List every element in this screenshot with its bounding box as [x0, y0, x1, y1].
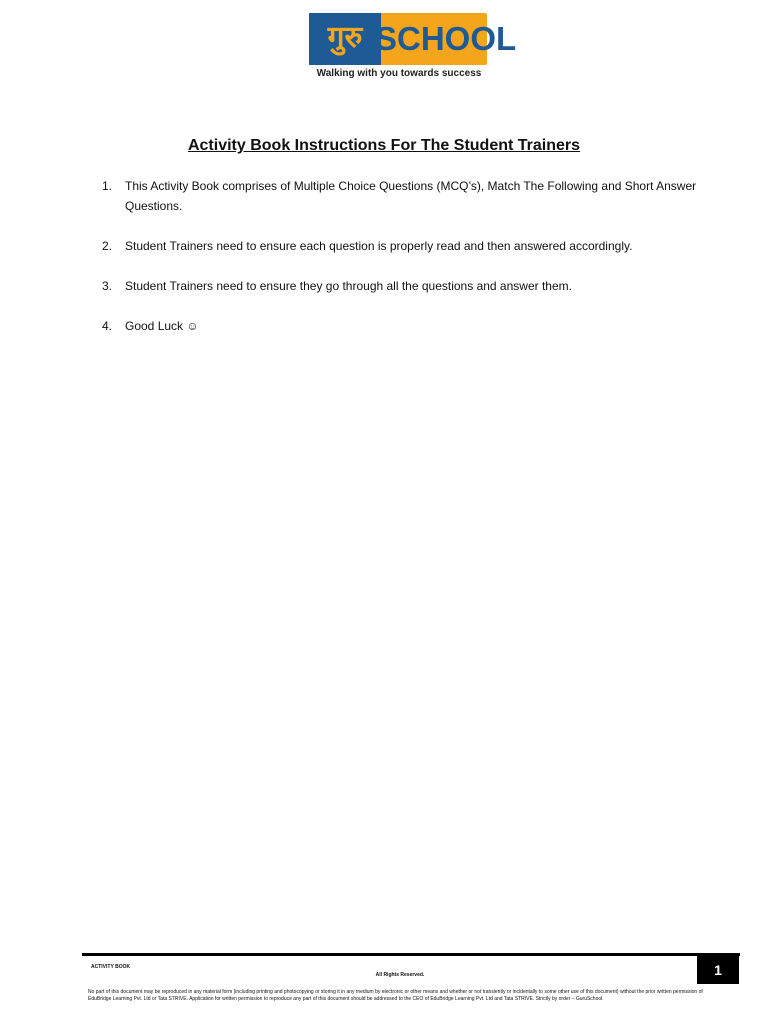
item-number: 1.: [102, 179, 113, 193]
item-number: 4.: [102, 319, 113, 333]
item-number: 2.: [102, 239, 113, 253]
item-text: Good Luck ☺: [125, 319, 199, 333]
logo-glyph: गुरु: [327, 20, 363, 55]
list-item: [102, 236, 702, 256]
footer-divider: [82, 953, 740, 956]
list-item: [102, 276, 702, 296]
footer-rights: All Rights Reserved.: [375, 972, 425, 978]
page-number: 1: [697, 956, 739, 984]
list-item: [102, 176, 702, 216]
page-title: Activity Book Instructions For The Student Trainers: [187, 137, 581, 154]
footer-notice: No part of this document may be reproduced in any material form (including printing and photocopying or storing it in any medium by electronic or other means and whether or not transiently or incidentally to some other use of this document) without the prior written permission of EduBridge Learning Pvt. Ltd or Tata STRIVE. Application for written permission to reproduce any part of this document should be addressed to the CEO of EduBridge Learning Pvt. Ltd and Tata STRIVE. Strictly by order – GuruSchool.: [88, 989, 703, 1002]
instruction-list: [102, 176, 702, 356]
logo-wordmark: SCHOOL: [375, 20, 517, 57]
list-item: [102, 316, 702, 336]
item-text: This Activity Book comprises of Multiple Choice Questions (MCQ’s), Match The Following and Short Answer Questions.: [125, 179, 697, 213]
item-number: 3.: [102, 279, 113, 293]
item-text: Student Trainers need to ensure they go through all the questions and answer them.: [125, 279, 572, 293]
logo-tagline: Walking with you towards success: [316, 68, 482, 79]
item-text: Student Trainers need to ensure each question is properly read and then answered accordingly.: [125, 239, 633, 253]
guruschool-logo: [309, 13, 517, 83]
footer-label: ACTIVITY BOOK: [91, 964, 131, 970]
